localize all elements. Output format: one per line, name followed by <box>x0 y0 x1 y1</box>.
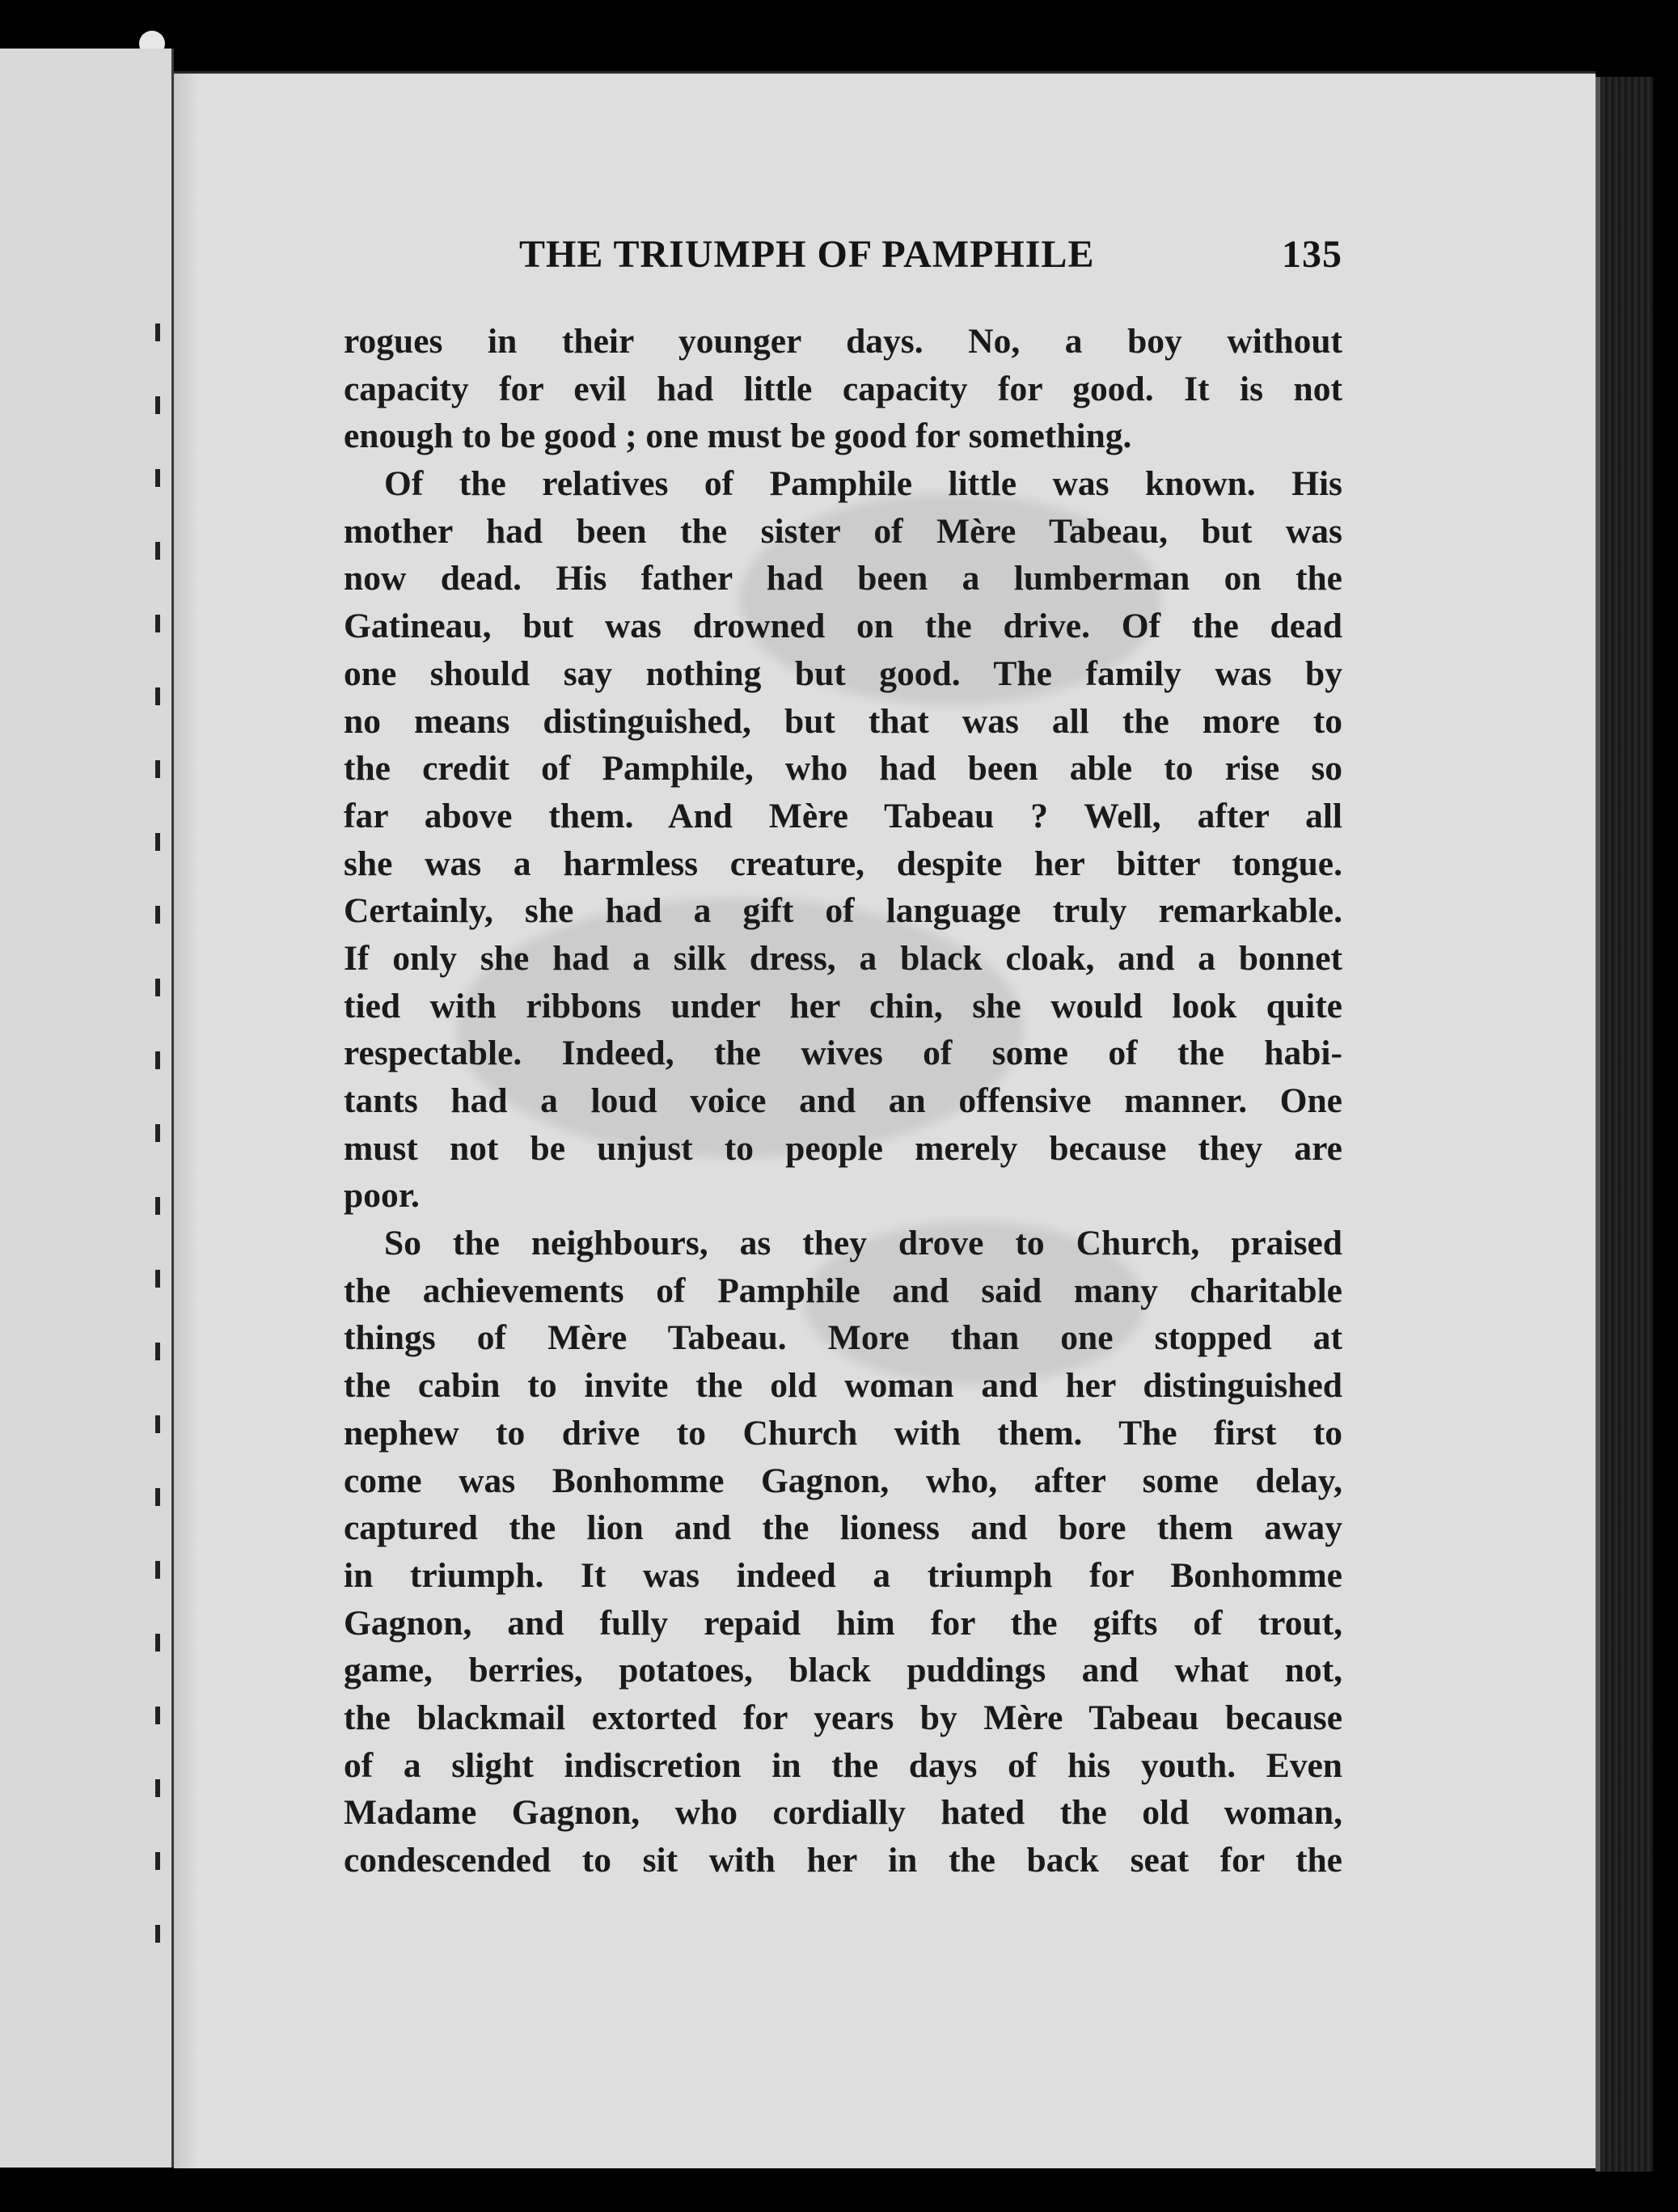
text-line: far above them. And Mère Tabeau ? Well, after all <box>344 796 1342 835</box>
text-line: the blackmail extorted for years by Mère Tabeau because <box>344 1698 1342 1737</box>
text-line: the credit of Pamphile, who had been able to rise so <box>344 749 1342 789</box>
text-line: If only she had a silk dress, a black cloak, and a bonnet <box>344 938 1342 978</box>
text-line: capacity for evil had little capacity for good. It is not <box>344 369 1342 408</box>
text-line: enough to be good ; one must be good for something. <box>344 417 1132 456</box>
text-line: rogues in their younger days. No, a boy without <box>344 322 1342 361</box>
text-line: game, berries, potatoes, black puddings and what not, <box>344 1651 1342 1690</box>
text-line: now dead. His father had been a lumberman on the <box>344 559 1342 598</box>
text-line: no means distinguished, but that was all the more to <box>344 701 1342 741</box>
text-line: Of the relatives of Pamphile little was known. His <box>384 464 1342 504</box>
text-line: Certainly, she had a gift of language truly remarkable. <box>344 891 1342 931</box>
text-line: respectable. Indeed, the wives of some of the habi- <box>344 1034 1342 1073</box>
text-line: things of Mère Tabeau. More than one stopped at <box>344 1318 1342 1358</box>
text-line: one should say nothing but good. The family was by <box>344 653 1342 693</box>
text-line: poor. <box>344 1176 420 1216</box>
text-line: Gatineau, but was drowned on the drive. Of the dead <box>344 607 1342 646</box>
text-line: the achievements of Pamphile and said many charitable <box>344 1271 1342 1310</box>
text-line: mother had been the sister of Mère Tabeau, but was <box>344 511 1342 551</box>
text-line: condescended to sit with her in the back seat for the <box>344 1841 1342 1880</box>
text-line: tied with ribbons under her chin, she would look quite <box>344 986 1342 1026</box>
page-number: 135 <box>1282 233 1342 276</box>
running-head-title: THE TRIUMPH OF PAMPHILE <box>519 233 1095 276</box>
facing-page-edge <box>0 49 174 2168</box>
text-line: tants had a loud voice and an offensive manner. One <box>344 1081 1342 1120</box>
text-line: come was Bonhomme Gagnon, who, after some delay, <box>344 1461 1342 1500</box>
text-line: in triumph. It was indeed a triumph for Bonhomme <box>344 1555 1342 1595</box>
text-line: nephew to drive to Church with them. The first to <box>344 1413 1342 1453</box>
text-line: captured the lion and the lioness and bore them away <box>344 1508 1342 1548</box>
text-line: So the neighbours, as they drove to Church, praised <box>384 1224 1342 1263</box>
running-head <box>340 232 1342 281</box>
text-line: Madame Gagnon, who cordially hated the old woman, <box>344 1793 1342 1833</box>
body-text <box>344 318 1342 1884</box>
text-line: Gagnon, and fully repaid him for the gifts of trout, <box>344 1603 1342 1643</box>
text-line: must not be unjust to people merely because they are <box>344 1128 1342 1168</box>
text-line: of a slight indiscretion in the days of his youth. Even <box>344 1745 1342 1785</box>
gutter-shadow <box>174 74 198 2168</box>
text-line: the cabin to invite the old woman and her distinguished <box>344 1366 1342 1406</box>
book-fore-edge <box>1596 77 1653 2172</box>
text-line: she was a harmless creature, despite her bitter tongue. <box>344 844 1342 883</box>
